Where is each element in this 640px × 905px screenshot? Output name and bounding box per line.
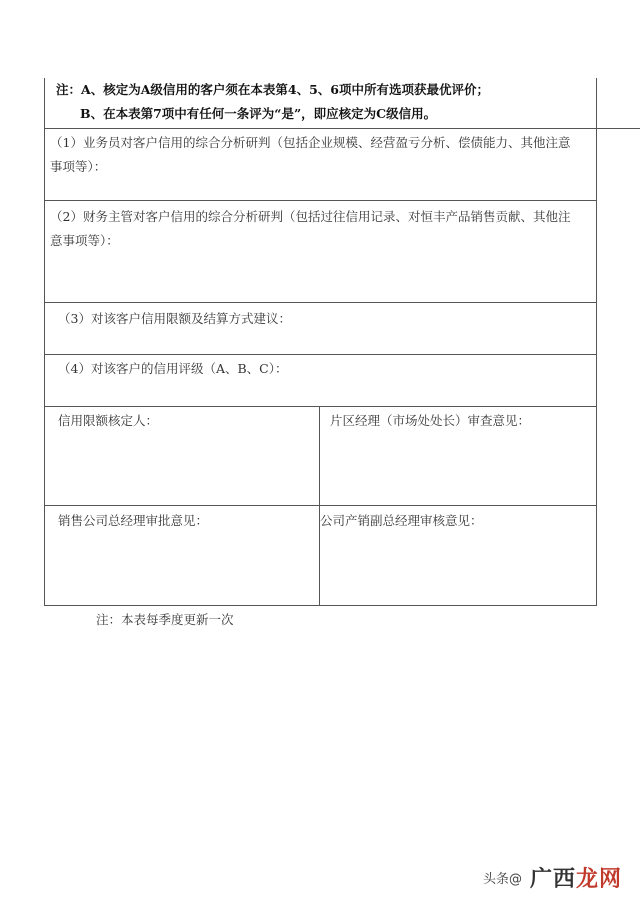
section-2-line-2: 意事项等）： [50, 233, 119, 248]
table-bottom-border [44, 605, 597, 606]
vp-sales-review-label: 公司产销副总经理审核意见： [320, 513, 483, 528]
watermark-prefix: 头条@ [482, 872, 522, 887]
section-2-line-1: （2）财务主管对客户信用的综合分析研判（包括过往信用记录、对恒丰产品销售贡献、其他注 [50, 209, 571, 224]
approval-divider [319, 406, 320, 606]
district-manager-opinion-label: 片区经理（市场处处长）审查意见： [330, 413, 531, 428]
watermark-logo-accent: 龙网 [575, 867, 622, 892]
table-rule-2 [44, 200, 597, 201]
section-1-line-2: 事项等）： [50, 159, 107, 174]
note-line-a: 注：A、核定为A级信用的客户须在本表第4、5、6项中所有选项获最优评价； [56, 82, 489, 97]
table-rule-1 [44, 128, 640, 129]
table-rule-6 [44, 505, 597, 506]
sales-gm-approval-label: 销售公司总经理审批意见： [58, 513, 209, 528]
table-left-border [44, 78, 45, 606]
table-rule-4 [44, 354, 597, 355]
watermark-logo [530, 862, 622, 893]
section-3-label: （3）对该客户信用限额及结算方式建议： [58, 311, 291, 326]
section-4-label: （4）对该客户的信用评级（A、B、C）： [58, 361, 288, 376]
table-right-border [596, 78, 597, 606]
table-rule-3 [44, 302, 597, 303]
table-rule-5 [44, 406, 597, 407]
watermark [483, 862, 622, 893]
credit-limit-approver-label: 信用限额核定人： [58, 413, 159, 428]
note-line-b: B、在本表第7项中有任何一条评为“是”，即应核定为C级信用。 [80, 106, 437, 121]
watermark-logo-main: 广西 [529, 867, 576, 892]
section-1-line-1: （1）业务员对客户信用的综合分析研判（包括企业规模、经营盈亏分析、偿债能力、其他注意 [50, 135, 571, 150]
footer-note: 注：本表每季度更新一次 [96, 612, 234, 627]
